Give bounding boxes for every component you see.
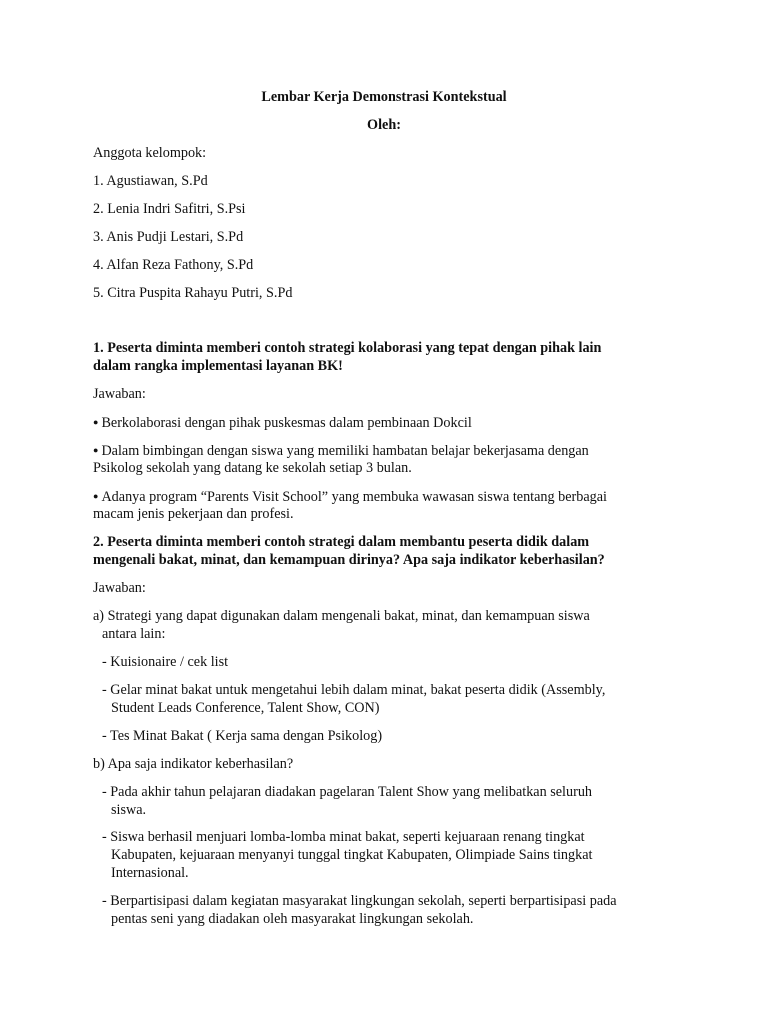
- bullet-icon: ●: [93, 445, 99, 455]
- question-2-line: mengenali bakat, minat, dan kemampuan dirinya? Apa saja indikator keberhasilan?: [93, 552, 605, 568]
- question-1-line: 1. Peserta diminta memberi contoh strategi kolaborasi yang tepat dengan pihak lain: [93, 340, 602, 356]
- list-item: - Berpartisipasi dalam kegiatan masyarakat lingkungan sekolah, seperti berpartisipasi pada: [102, 893, 617, 909]
- document-title: Lembar Kerja Demonstrasi Kontekstual: [261, 89, 507, 105]
- list-item-continued: Internasional.: [111, 865, 189, 881]
- members-label: Anggota kelompok:: [93, 145, 207, 161]
- member-item: 2. Lenia Indri Safitri, S.Psi: [93, 201, 246, 217]
- list-item-continued: Student Leads Conference, Talent Show, CON): [111, 700, 380, 716]
- part-a-heading: a) Strategi yang dapat digunakan dalam mengenali bakat, minat, dan kemampuan siswa: [93, 608, 590, 624]
- member-item: 1. Agustiawan, S.Pd: [93, 173, 208, 189]
- answer-label: Jawaban:: [93, 580, 146, 596]
- bullet-text: Berkolaborasi dengan pihak puskesmas dalam pembinaan Dokcil: [101, 415, 472, 431]
- bullet-text-continued: macam jenis pekerjaan dan profesi.: [93, 506, 294, 522]
- part-b-heading: b) Apa saja indikator keberhasilan?: [93, 756, 294, 772]
- bullet-item: [93, 441, 589, 460]
- bullet-item: [93, 413, 472, 432]
- bullet-text: Dalam bimbingan dengan siswa yang memiliki hambatan belajar bekerjasama dengan: [101, 443, 589, 459]
- list-item: - Pada akhir tahun pelajaran diadakan pagelaran Talent Show yang melibatkan seluruh: [102, 784, 593, 800]
- author-label: Oleh:: [367, 117, 401, 133]
- bullet-text: Adanya program “Parents Visit School” yang membuka wawasan siswa tentang berbagai: [101, 489, 607, 505]
- part-a-heading-continued: antara lain:: [102, 626, 166, 642]
- question-2-line: 2. Peserta diminta memberi contoh strategi dalam membantu peserta didik dalam: [93, 534, 590, 550]
- member-item: 5. Citra Puspita Rahayu Putri, S.Pd: [93, 285, 293, 301]
- member-item: 4. Alfan Reza Fathony, S.Pd: [93, 257, 254, 273]
- list-item-continued: Kabupaten, kejuaraan menyanyi tunggal tingkat Kabupaten, Olimpiade Sains tingkat: [111, 847, 593, 863]
- list-item: - Tes Minat Bakat ( Kerja sama dengan Psikolog): [102, 728, 383, 744]
- list-item-continued: siswa.: [111, 802, 147, 818]
- bullet-icon: ●: [93, 491, 99, 501]
- list-item: - Kuisionaire / cek list: [102, 654, 229, 670]
- question-1-line: dalam rangka implementasi layanan BK!: [93, 358, 343, 374]
- member-item: 3. Anis Pudji Lestari, S.Pd: [93, 229, 244, 245]
- bullet-icon: ●: [93, 417, 99, 427]
- answer-label: Jawaban:: [93, 386, 146, 402]
- bullet-item: [93, 487, 607, 506]
- list-item: - Gelar minat bakat untuk mengetahui lebih dalam minat, bakat peserta didik (Assembly,: [102, 682, 606, 698]
- list-item-continued: pentas seni yang diadakan oleh masyarakat lingkungan sekolah.: [111, 911, 474, 927]
- bullet-text-continued: Psikolog sekolah yang datang ke sekolah setiap 3 bulan.: [93, 460, 412, 476]
- list-item: - Siswa berhasil menjuari lomba-lomba minat bakat, seperti kejuaraan renang tingkat: [102, 829, 585, 845]
